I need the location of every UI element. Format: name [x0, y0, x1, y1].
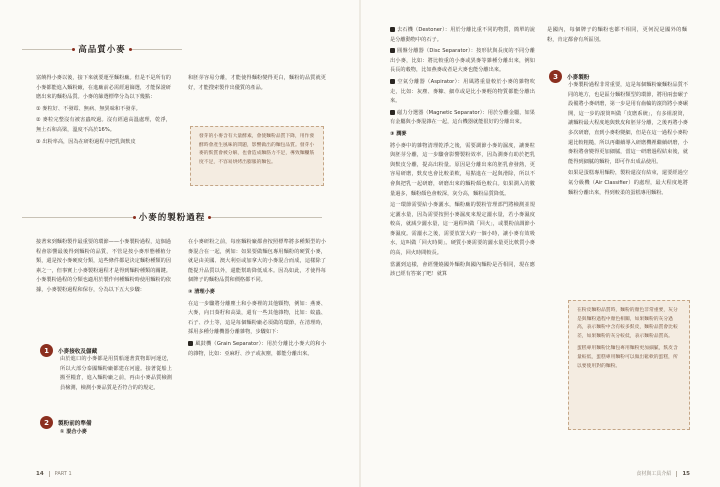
step-label: 小麥接收及儲藏 — [58, 348, 98, 355]
quality-col-2 — [188, 74, 326, 95]
note-text: 蛋糕專用麵粉比麵包專用麵粉更加細膩，麩皮含量較低，蛋糕專用麵粉可以做出鬆軟的蛋糕，所以要使用對的麵粉。 — [577, 346, 678, 369]
paragraph: 小麥製粉過程非常重要，這是每個麵粉廠麵粉品質不同的地方，也是區分麵粉類型的環節，將用兩套碾子設備將小麥研磨，第一步是用有齒輪的滾筒將小麥碾開，這一步的滾筒叫做「皮磨系統」，有多組滾筒，讓麵粉最大程度地與麩皮和胚芽分離，之後再將小麥多次研磨，直到小麥粉變細，但是在這一過程小麥粉還比較粗糙，所以再繼續導入研磨機裡繼續研磨，小麥粉將會變得更加細膩，當這一研磨過程結束後，就能得到細膩的麵粉，即可作出成品使用。 — [568, 82, 688, 165]
note-box-sprouted-wheat — [190, 126, 324, 186]
left-footer — [36, 471, 72, 477]
page-number: 15 — [682, 470, 690, 477]
note-text: 發芽的小麥含有大量酵素，會使麵粉品質下降，用作發酵時會產生風味的問題，影響做出的麵包品質。發芽小麥的麩質會被分解，也會造成麵筋力不足，導致麵糰筋度不足，不容易烘烤出膨脹的麵包。 — [199, 134, 315, 165]
note-box-flour-color — [568, 300, 690, 430]
note-text: 在粉皮麵粉品質時，麵粉的顏色非常重要，灰分是與麵粉過程中顏色相關，如果麵粉的灰分過高，表示麵粉中含有較多麩皮，麵粉品質會比較差，如果麵粉的灰分較低，表示麵粉品質高。 — [577, 308, 678, 339]
paragraph: 富饒得小麥以後，接下來就要運至麵粉廠。但是不是所有的小麥都能進入麵粉廠，在進廠前必需經過篩選，才能保證研磨出來的麵粉品質。小麥的篩選標準分為以下幾點： — [36, 75, 171, 101]
bullet-icon — [390, 48, 395, 53]
step-1-text — [60, 355, 172, 395]
criteria-item: ① 麥粒好、不發霉、無病、無異味和不發芽。 — [36, 105, 141, 112]
paragraph: 這一環節需要給小麥灑水，麵粉廠的製粉管理部門將檢測並規定灑水量，因為需要按照小麥濕度來規定灑水量，若小麥濕度較高，就減少灑水量，這一過程叫做「回火」，或製粉前調節小麥濕度。需灑水之後，需要放置大約一個小時，讓小麥有效吸水，這叫做「回火時間」。硬質小麥需要的灑水量更比軟質小麥的高，回火時間較長。 — [390, 202, 535, 257]
step-number-badge: 2 — [40, 416, 53, 429]
criteria-item: ② 麥粒完整沒有被害蟲咬過。沒有經過高溫處理，乾淨，無土石和高梁，溫度不高於16%。 — [36, 117, 171, 133]
bullet-icon — [390, 27, 395, 32]
list-item: 圓盤分離器（Disc Separator）：按形狀與長度的不同分離出小麥，比如：將比較重的小麥或異麥等雜種分離出來，例如長長的穀物，比如燕麥或者是大麥也能分離出來。 — [390, 48, 535, 74]
section-title-quality-wheat — [22, 42, 182, 56]
sub-step-label: ③ 潤麥 — [390, 130, 407, 137]
step-label: 小麥製粉 — [567, 74, 590, 81]
divider — [676, 471, 677, 477]
step-number-badge: 3 — [549, 70, 562, 83]
step-number-badge: 1 — [40, 344, 53, 357]
paragraph: 由於進口的小麥都是用貨船運著貨物即河運送，所以大部分泰國麵粉廠都建在河邊。接著從船上搬至糧倉，進入麵粉廠之前，再由小麥品質檢測員檢測，檢測小麥品質是否符合的的規定。 — [60, 356, 172, 391]
paragraph: 在這一步驟將分離塵土和小麥裡的其他顆物，例如：燕麥、大麥，向日葵籽和高粱，還有一些其他雜物，比如：蚊蟲、石子、沙土等，這是每個麵粉廠必須做的環節，在清理時，採用多種分離機器分離雜物，步驟如下： — [188, 300, 326, 336]
right-col-1 — [390, 26, 535, 282]
list-item: 空氣分離器（Aspirator）：用風將重量較於小麥的雜物吹走，比如：灰塵、麥糠、細草或是比小麥輕的物質都能分離出來。 — [390, 78, 535, 105]
paragraph: 接著來到麵粉製作最重要的環節——小麥製粉過程，這個過程會影響最後得到麵粉的品質，不管是按小麥形態種植分類，還是按小麥硬度分類，這些條件都是決定麵粉種類的因素之一，但事實上小麥製粉過程才是得到麵粉種類的關鍵。小麥製粉過程的分類也適用於製作何種麵粉時使用麵粉的依據，小麥製粉過程和保存，分為以下五大步驟： — [36, 239, 171, 293]
right-col-2 — [547, 26, 687, 47]
step-3-text — [568, 81, 688, 200]
list-item: 磁力分選器（Magnetic Separator）：用於分離金屬，如果有金屬與小麥混雜在一起，這台機器就能很好的分離出來。 — [390, 109, 535, 126]
sub-step-label: ① 混合小麥 — [60, 429, 87, 435]
bullet-icon — [390, 110, 395, 115]
section-title-text: 小麥的製粉過程 — [133, 211, 212, 223]
bullet-icon — [390, 79, 395, 84]
list-item: 去石機（Destoner）：用於分離比重不同的物質，簡單的說是分離動物中的石子。 — [390, 27, 535, 43]
section-title-milling-process — [22, 210, 322, 224]
step-label: 製粉前的準備 — [58, 420, 92, 427]
paragraph: 和胚芽容易分離，才能使得麵粉變得更白，麵粉的品質就更好，才能搜索製作出優質的產品。 — [188, 75, 326, 91]
right-page — [360, 0, 720, 487]
paragraph: 在小麥研粉之前，每座麵粉廠都會按照標準將多種類型的小麥混合在一起，例如：如果要做麵包專用麵粉的硬質小麥，就是由美國、澳大利亞或加拿大的小麥混合而成，這樣除了能提升品質以外，還能幫助降低成本。因為如此，才使得每個牌子的麵粉品質和價格都不同。 — [188, 239, 326, 284]
list-item: 風鼓機（Grain Separator）：用於分離比小麥大的和小的雜物，比如：亞麻籽、沙子或灰塵，都能分離出來。 — [188, 340, 326, 357]
bullet-icon — [188, 341, 193, 346]
quality-col-1 — [36, 74, 171, 149]
step-2-sub — [60, 428, 172, 440]
paragraph: 如果是蛋糕專用麵粉，製粉還沒有結束，還要經過空氣分級機（Air Classifier）的處理，最大程度地將麵粉分離出來，得到較柔的蛋糕專用麵粉。 — [568, 170, 688, 196]
paragraph: 當灑到這樣，會經懂燒國外麵粉與國內麵粉是否相同，現在應該已經有答案了吧！就算 — [390, 261, 535, 278]
paragraph: 是國內，每個牌子的麵粉也都不相同，更何況是國外的麵粉，肯定都會有所區別。 — [547, 27, 687, 43]
sub-step-label: ② 清理小麥 — [188, 288, 215, 295]
footer-part: PART 1 — [54, 471, 72, 477]
right-footer — [636, 470, 690, 477]
criteria-item: ③ 出粉率高，因為在研粉過程中把乳與麩皮 — [36, 138, 136, 145]
milling-col-2 — [188, 238, 326, 361]
milling-col-1 — [36, 238, 171, 298]
page-number: 14 — [36, 471, 44, 477]
paragraph: 將小麥中的雜物清理乾淨之後，需要調節小麥的濕度，讓麥粒與胚芽分離，這一步驟會影響製粉效率，因為潤麥有助於把乳與麩皮分離，提高出粉量。原因是分離出來的胚乳會發熱，更容易研磨，麩皮也會比較柔軟，易點進在一起與滑除，所以不會與把乳一起研磨，研磨出來的麵粉顏色較白。如果潤入的數量過多，麵粉顏色會較深，灰分高，麵粉品質降低。 — [390, 142, 535, 197]
divider — [49, 471, 50, 477]
section-title-text: 高品質小麥 — [72, 43, 132, 55]
footer-title: 食材與工具介紹 — [636, 471, 672, 477]
